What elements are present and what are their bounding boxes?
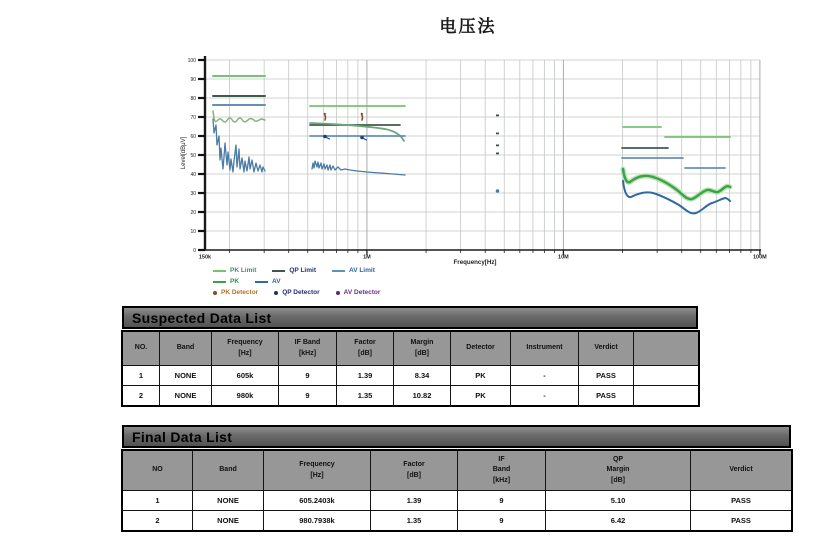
qp-detector-marker — [364, 139, 367, 141]
legend-label: QP Detector — [282, 289, 320, 297]
svg-text:1M: 1M — [363, 254, 371, 261]
pk-trace-swatch-icon — [213, 281, 226, 283]
emissions-chart-svg — [175, 48, 775, 270]
col-header: Instrument — [511, 332, 579, 366]
cell-frequency: 980k — [212, 386, 279, 406]
legend-label: AV Detector — [343, 289, 381, 297]
legend-label: PK Detector — [221, 289, 259, 297]
svg-text:60: 60 — [190, 133, 196, 140]
cell-verdict: PASS — [579, 386, 634, 406]
marker-dash — [496, 115, 499, 117]
legend-item — [213, 266, 256, 275]
legend-row-detectors — [213, 288, 380, 297]
pk-limit-swatch-icon — [213, 270, 226, 272]
svg-text:10: 10 — [190, 228, 196, 235]
cell-no: 2 — [123, 511, 193, 531]
suspected-table-title: Suspected Data List — [132, 309, 272, 326]
svg-text:20: 20 — [190, 209, 196, 216]
cell-empty — [634, 386, 699, 406]
col-header: Detector — [451, 332, 511, 366]
cell-no: 1 — [123, 491, 193, 511]
cell-no: 2 — [123, 386, 160, 406]
svg-text:100M: 100M — [753, 254, 767, 261]
col-header: IF Band [kHz] — [279, 332, 337, 366]
cell-qp-margin: 5.10 — [546, 491, 691, 511]
av-detector-swatch-icon — [336, 291, 340, 295]
cell-margin: 10.82 — [394, 386, 451, 406]
legend-row-traces — [213, 277, 380, 286]
legend-item — [332, 266, 375, 275]
cell-instrument: - — [511, 366, 579, 386]
pk-detector-marker — [324, 113, 326, 115]
svg-text:40: 40 — [190, 171, 196, 178]
svg-text:50: 50 — [190, 152, 196, 159]
chart-legend — [213, 266, 380, 297]
col-header: Band — [160, 332, 212, 366]
suspected-table — [122, 331, 699, 406]
cell-band: NONE — [160, 366, 212, 386]
cell-empty — [634, 366, 699, 386]
final-data-list — [122, 425, 791, 531]
final-table-title: Final Data List — [132, 428, 233, 445]
x-axis-label: Frequency[Hz] — [453, 259, 497, 266]
av-trace-seg3 — [623, 181, 730, 213]
final-table-titlebar — [122, 425, 791, 448]
svg-text:70: 70 — [190, 114, 196, 121]
qp-limit-swatch-icon — [272, 270, 285, 272]
legend-row-limits — [213, 266, 380, 275]
cell-factor: 1.39 — [371, 491, 458, 511]
cell-factor: 1.35 — [337, 386, 394, 406]
svg-text:10M: 10M — [558, 254, 569, 261]
svg-text:80: 80 — [190, 95, 196, 102]
cell-detector: PK — [451, 366, 511, 386]
cell-qp-margin: 6.42 — [546, 511, 691, 531]
legend-label: QP Limit — [289, 267, 316, 274]
cell-frequency: 605.2403k — [264, 491, 371, 511]
chart-gridlines — [205, 60, 760, 250]
av-trace-seg2 — [312, 161, 405, 175]
page-title: 电压法 — [439, 17, 497, 36]
legend-label: AV Limit — [348, 267, 375, 274]
qp-detector-swatch-icon — [274, 291, 278, 295]
cell-band: NONE — [193, 511, 264, 531]
col-header-empty — [634, 332, 699, 366]
suspected-data-list — [122, 306, 698, 406]
cell-verdict: PASS — [691, 511, 792, 531]
svg-text:90: 90 — [190, 76, 196, 83]
legend-item — [272, 266, 316, 275]
col-header: Factor [dB] — [337, 332, 394, 366]
marker-dash — [496, 153, 499, 155]
legend-item — [336, 288, 381, 297]
table-row — [123, 511, 792, 531]
pk-trace-seg1 — [213, 111, 265, 122]
final-header-row — [123, 451, 792, 491]
av-trace-swatch-icon — [255, 281, 268, 283]
cell-verdict: PASS — [691, 491, 792, 511]
col-header: Frequency [Hz] — [264, 451, 371, 491]
pk-detector-marker — [325, 114, 326, 120]
legend-item — [255, 277, 281, 286]
col-header: Verdict — [691, 451, 792, 491]
emissions-chart — [175, 48, 775, 270]
marker-dash — [496, 133, 499, 135]
cell-no: 1 — [123, 366, 160, 386]
col-header: Verdict — [579, 332, 634, 366]
table-row — [123, 491, 792, 511]
cell-frequency: 980.7938k — [264, 511, 371, 531]
col-header: QP Margin [dB] — [546, 451, 691, 491]
table-row — [123, 386, 699, 406]
col-header: NO — [123, 451, 193, 491]
cell-factor: 1.35 — [371, 511, 458, 531]
legend-label: PK — [230, 278, 240, 286]
col-header: Factor [dB] — [371, 451, 458, 491]
svg-text:150k: 150k — [198, 254, 212, 261]
col-header: Frequency [Hz] — [212, 332, 279, 366]
svg-text:0: 0 — [193, 247, 196, 254]
legend-item — [213, 277, 239, 286]
legend-label: PK Limit — [230, 267, 257, 274]
cell-ifband: 9 — [279, 366, 337, 386]
cell-verdict: PASS — [579, 366, 634, 386]
cell-ifband: 9 — [279, 386, 337, 406]
cell-band: NONE — [160, 386, 212, 406]
cell-ifband: 9 — [458, 511, 546, 531]
cell-frequency: 605k — [212, 366, 279, 386]
suspected-table-titlebar — [122, 306, 698, 329]
cell-margin: 8.34 — [394, 366, 451, 386]
suspected-header-row — [123, 332, 699, 366]
av-trace-seg1 — [213, 119, 265, 172]
marker-dash — [496, 145, 499, 147]
legend-label: AV — [272, 278, 281, 286]
marker-dot — [496, 189, 500, 193]
col-header: Band — [193, 451, 264, 491]
cell-instrument: - — [511, 386, 579, 406]
svg-text:30: 30 — [190, 190, 196, 197]
av-limit-swatch-icon — [332, 270, 345, 272]
cell-detector: PK — [451, 386, 511, 406]
qp-detector-marker — [327, 138, 330, 140]
cell-ifband: 9 — [458, 491, 546, 511]
cell-band: NONE — [193, 491, 264, 511]
col-header: Margin [dB] — [394, 332, 451, 366]
final-table — [122, 450, 792, 531]
table-row — [123, 366, 699, 386]
pk-detector-marker — [361, 113, 363, 115]
legend-item — [274, 288, 319, 297]
svg-text:100: 100 — [187, 57, 196, 64]
pk-detector-swatch-icon — [213, 291, 217, 295]
col-header: NO. — [123, 332, 160, 366]
legend-item — [213, 288, 258, 297]
chart-tick-labels — [188, 58, 768, 261]
y-axis-label: Level[dBμV] — [181, 136, 187, 170]
pk-detector-marker — [362, 114, 363, 120]
col-header: IF Band [kHz] — [458, 451, 546, 491]
cell-factor: 1.39 — [337, 366, 394, 386]
